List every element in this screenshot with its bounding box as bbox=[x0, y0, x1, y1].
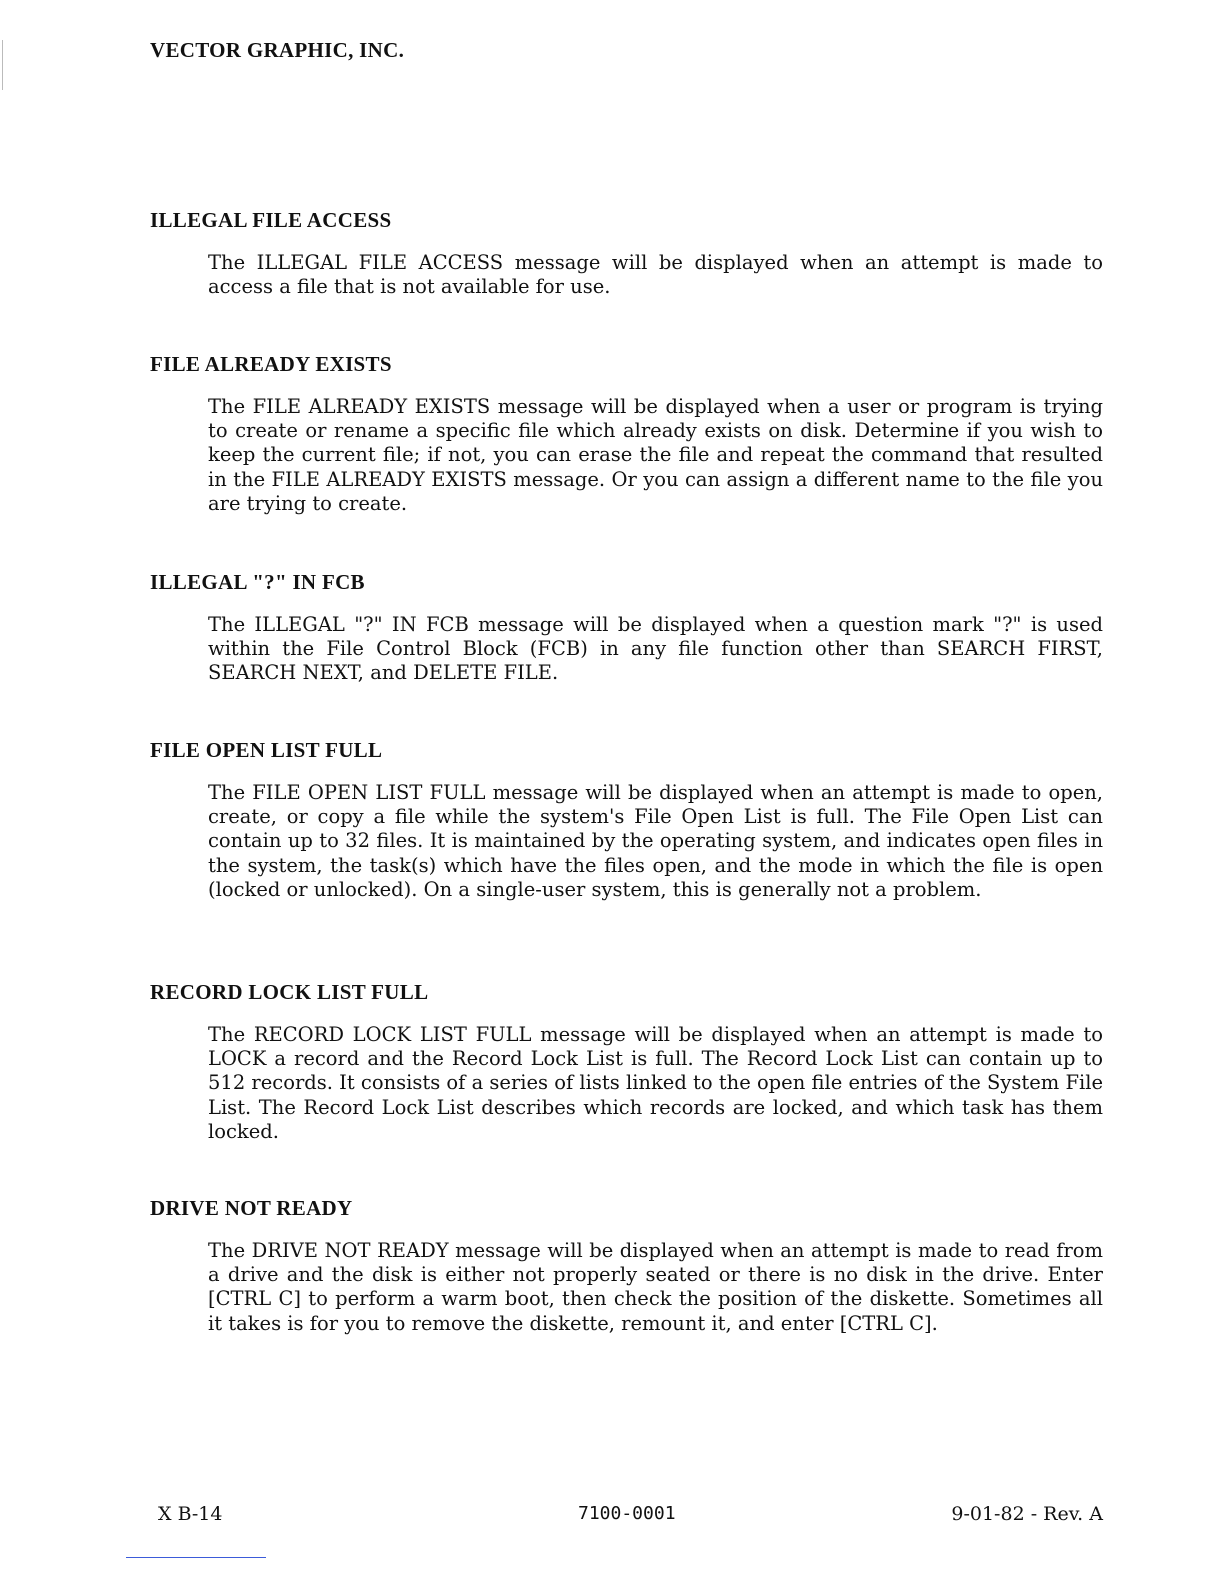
section-body: The RECORD LOCK LIST FULL message will be displayed when an attempt is made to LOCK a record and the Record Lock List is full. The Record Lock List can contain up to 512 records. It consists of a series of lists linked to the open file entries of the System File List. The Record Lock List describes which records are locked, and which task has them locked. bbox=[208, 1023, 1103, 1143]
footer-document-number: 7100-0001 bbox=[578, 1503, 676, 1524]
section-illegal-question-in-fcb bbox=[150, 570, 1105, 686]
section-body: The FILE ALREADY EXISTS message will be displayed when a user or program is trying to create or rename a specific file which already exists on disk. Determine if you wish to keep the current file; if not, you can erase the file and repeat the command that resulted in the FILE ALREADY EXISTS message. Or you can assign a different name to the file you are trying to create. bbox=[208, 395, 1103, 515]
section-file-already-exists bbox=[150, 352, 1105, 516]
footer-page-number: X B-14 bbox=[158, 1503, 223, 1525]
section-drive-not-ready bbox=[150, 1196, 1105, 1336]
bottom-rule bbox=[126, 1557, 266, 1558]
section-heading: FILE OPEN LIST FULL bbox=[150, 738, 383, 762]
section-file-open-list-full bbox=[150, 738, 1105, 902]
section-body: The ILLEGAL FILE ACCESS message will be displayed when an attempt is made to access a file that is not available for use. bbox=[208, 251, 1103, 299]
section-heading: RECORD LOCK LIST FULL bbox=[150, 980, 429, 1004]
scan-margin-mark bbox=[2, 40, 3, 90]
section-heading: ILLEGAL "?" IN FCB bbox=[150, 570, 365, 594]
section-body: The FILE OPEN LIST FULL message will be displayed when an attempt is made to open, create, or copy a file while the system's File Open List is full. The File Open List can contain up to 32 files. It is maintained by the operating system, and indicates open files in the system, the task(s) which have the files open, and the mode in which the file is open (locked or unlocked). On a single-user system, this is generally not a problem. bbox=[208, 781, 1103, 901]
section-body: The DRIVE NOT READY message will be displayed when an attempt is made to read from a drive and the disk is either not properly seated or there is no disk in the drive. Enter [CTRL C] to perform a warm boot, then check the position of the diskette. Sometimes all it takes is for you to remove the diskette, remount it, and enter [CTRL C]. bbox=[208, 1239, 1103, 1335]
section-illegal-file-access bbox=[150, 208, 1105, 299]
company-header: VECTOR GRAPHIC, INC. bbox=[150, 38, 405, 62]
section-body: The ILLEGAL "?" IN FCB message will be displayed when a question mark "?" is used within the File Control Block (FCB) in any file function other than SEARCH FIRST, SEARCH NEXT, and DELETE FILE. bbox=[208, 613, 1103, 685]
section-heading: FILE ALREADY EXISTS bbox=[150, 352, 392, 376]
section-heading: ILLEGAL FILE ACCESS bbox=[150, 208, 392, 232]
footer-revision-date: 9-01-82 - Rev. A bbox=[951, 1503, 1103, 1525]
section-heading: DRIVE NOT READY bbox=[150, 1196, 353, 1220]
section-record-lock-list-full bbox=[150, 980, 1105, 1144]
